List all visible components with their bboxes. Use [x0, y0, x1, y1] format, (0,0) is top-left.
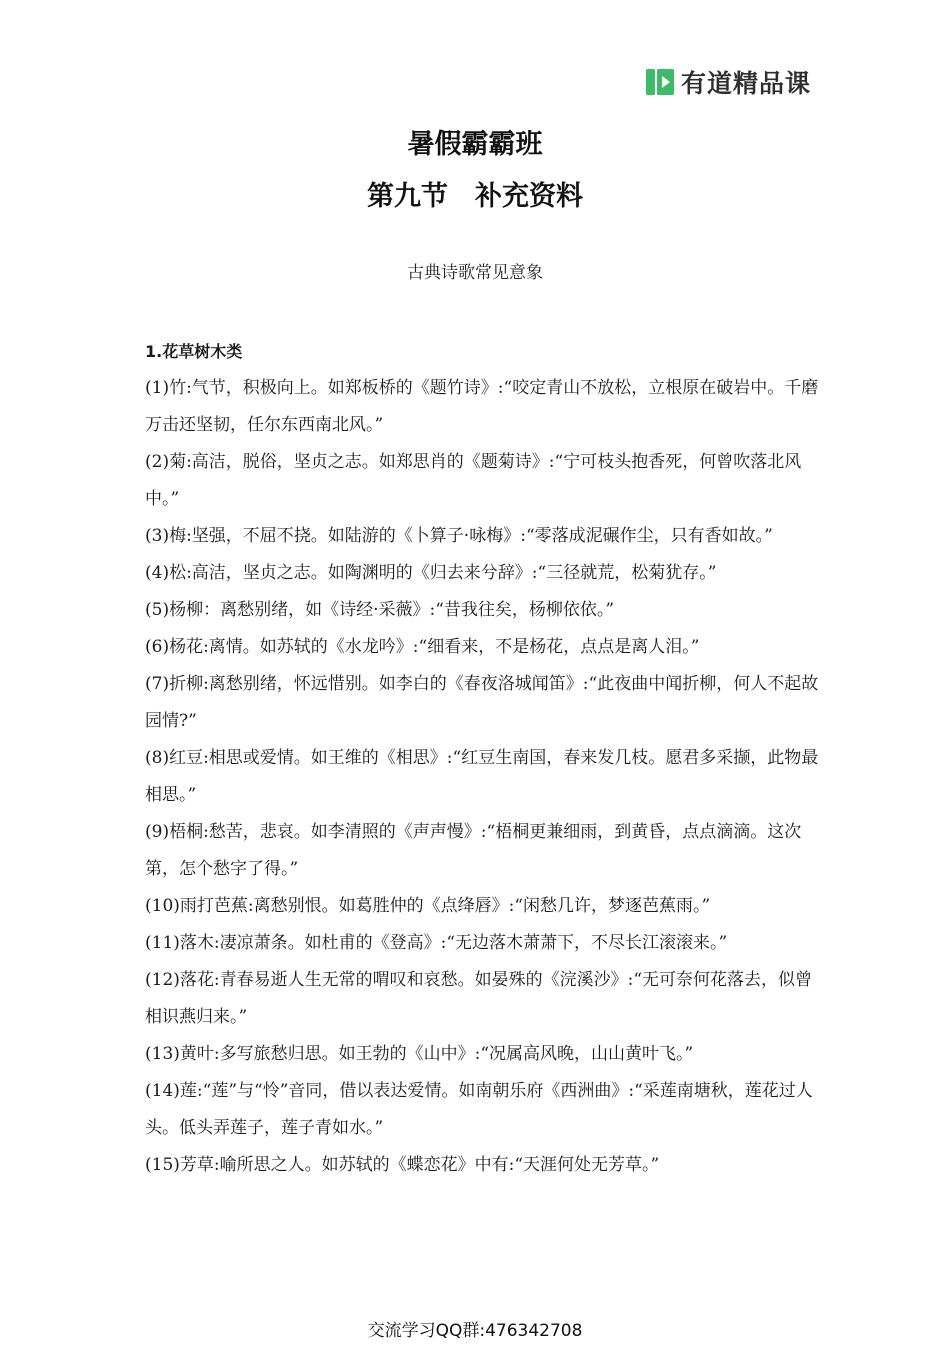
footer-contact: 交流学习QQ群:476342708 — [367, 1321, 583, 1341]
imagery-item-pine: (4)松:高洁，坚贞之志。如陶渊明的《归去来兮辞》:“三径就荒，松菊犹存。” — [145, 563, 717, 583]
brand-name: 有道精品课 — [681, 69, 812, 98]
imagery-item-parasol-tree: (9)梧桐:愁苦，悲哀。如李清照的《声声慢》:“梧桐更兼细雨，到黄昏，点点滴滴。这次第，怎个愁字了得。” — [145, 822, 802, 879]
page-title: 暑假霸霸班 — [407, 129, 543, 160]
youdao-play-logo-icon — [645, 66, 675, 98]
document-body — [145, 333, 820, 1184]
category-heading: 1.花草树木类 — [145, 342, 243, 361]
imagery-item-broken-willow: (7)折柳:离愁别绪，怀远惜别。如李白的《春夜洛城闻笛》:“此夜曲中闻折柳，何人不起故园情?” — [145, 674, 819, 731]
imagery-item-falling-flowers: (12)落花:青春易逝人生无常的喟叹和哀愁。如晏殊的《浣溪沙》:“无可奈何花落去，似曾相识燕归来。” — [145, 970, 813, 1027]
section-title: 第九节 补充资料 — [367, 181, 583, 212]
imagery-item-plum: (3)梅:坚强，不屈不挠。如陆游的《卜算子·咏梅》:“零落成泥碾作尘，只有香如故。” — [145, 526, 773, 546]
imagery-item-falling-leaves: (11)落木:凄凉萧条。如杜甫的《登高》:“无边落木萧萧下，不尽长江滚滚来。” — [145, 933, 728, 953]
imagery-item-chrysanthemum: (2)菊:高洁，脱俗，坚贞之志。如郑思肖的《题菊诗》:“宁可枝头抱香死，何曾吹落北风中。” — [145, 452, 802, 509]
document-subtitle: 古典诗歌常见意象 — [407, 263, 543, 283]
imagery-item-willow: (5)杨柳：离愁别绪，如《诗经·采薇》:“昔我往矣，杨柳依依。” — [145, 600, 615, 620]
brand-logo — [645, 64, 811, 100]
imagery-item-rain-banana: (10)雨打芭蕉:离愁别恨。如葛胜仲的《点绛唇》:“闲愁几许，梦逐芭蕉雨。” — [145, 896, 711, 916]
imagery-item-fragrant-grass: (15)芳草:喻所思之人。如苏轼的《蝶恋花》中有:“天涯何处无芳草。” — [145, 1155, 660, 1175]
imagery-item-catkin: (6)杨花:离情。如苏轼的《水龙吟》:“细看来，不是杨花，点点是离人泪。” — [145, 637, 700, 657]
imagery-item-red-bean: (8)红豆:相思或爱情。如王维的《相思》:“红豆生南国，春来发几枝。愿君多采撷，此物最相思。” — [145, 748, 819, 805]
imagery-item-yellow-leaves: (13)黄叶:多写旅愁归思。如王勃的《山中》:“况属高风晚，山山黄叶飞。” — [145, 1044, 694, 1064]
imagery-item-bamboo: (1)竹:气节，积极向上。如郑板桥的《题竹诗》:“咬定青山不放松，立根原在破岩中。千磨万击还坚韧，任尔东西南北风。” — [145, 378, 819, 435]
imagery-item-lotus: (14)莲:“莲”与“怜”音同，借以表达爱情。如南朝乐府《西洲曲》:“采莲南塘秋，莲花过人头。低头弄莲子，莲子青如水。” — [145, 1081, 813, 1138]
